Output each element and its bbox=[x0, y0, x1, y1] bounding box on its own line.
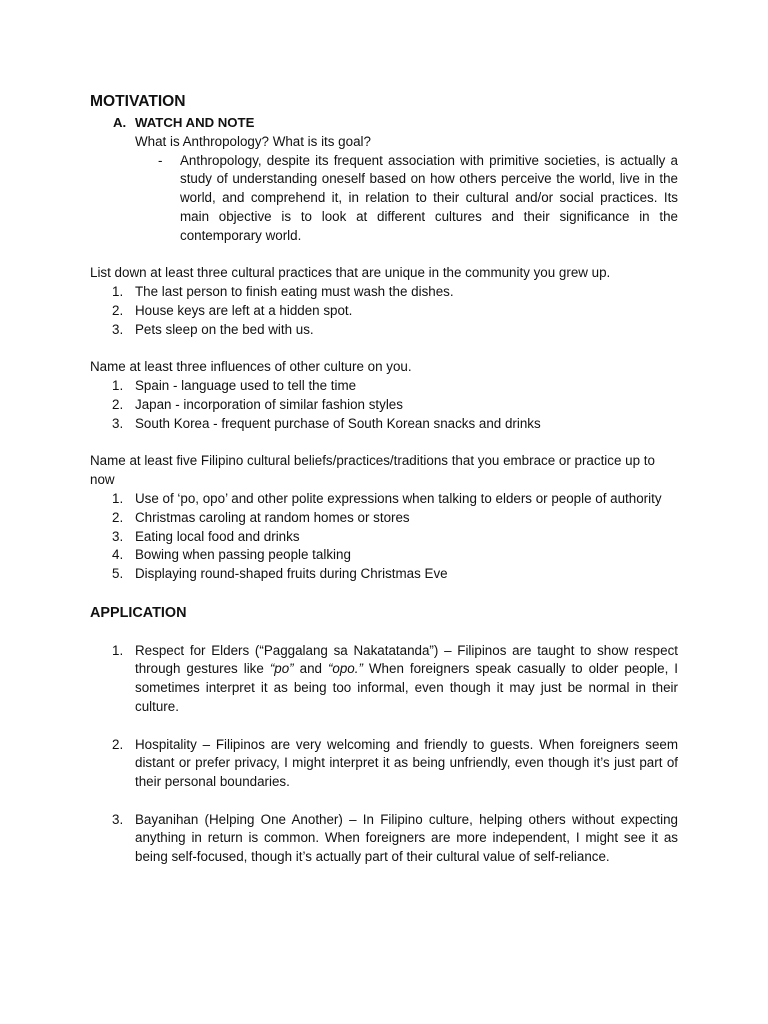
anthropology-answer bbox=[158, 152, 678, 246]
list-item bbox=[112, 565, 678, 584]
list-item bbox=[112, 321, 678, 340]
item-text: The last person to finish eating must wash the dishes. bbox=[135, 284, 454, 300]
item-number: 2. bbox=[112, 736, 124, 752]
item-text: Bowing when passing people talking bbox=[135, 547, 351, 563]
item-number: 1. bbox=[112, 642, 124, 658]
item-number: 4. bbox=[112, 547, 124, 563]
po-emphasis: “po” bbox=[269, 661, 294, 677]
motivation-heading: MOTIVATION bbox=[90, 93, 186, 110]
item-number: 1. bbox=[112, 490, 124, 506]
item-number: 2. bbox=[112, 302, 124, 318]
list-item bbox=[112, 528, 678, 547]
dash-bullet: - bbox=[158, 152, 163, 168]
item-text: House keys are left at a hidden spot. bbox=[135, 302, 353, 318]
item-text: Respect for Elders (“Paggalang sa Nakatatanda”) – Filipinos are taught to show respect through gestures like “po” and “opo.” When foreigners speak casually to older people, I sometimes interpret it as being too informal, even though it may just be normal in their culture. bbox=[135, 642, 678, 714]
influences-prompt: Name at least three influences of other culture on you. bbox=[90, 359, 412, 375]
item-text: Displaying round-shaped fruits during Christmas Eve bbox=[135, 566, 448, 582]
item-number: 1. bbox=[112, 378, 124, 394]
list-item bbox=[112, 302, 678, 321]
list-item bbox=[112, 396, 678, 415]
item-text: Hospitality – Filipinos are very welcoming and friendly to guests. When foreigners seem distant or prefer privacy, I might interpret it as being unfriendly, even though it’s just part of their personal boundaries. bbox=[135, 736, 678, 790]
item-text: Eating local food and drinks bbox=[135, 528, 300, 544]
item-number: 3. bbox=[112, 321, 124, 337]
list-item bbox=[112, 736, 678, 792]
list-item bbox=[112, 642, 678, 717]
practices-list bbox=[90, 283, 678, 339]
item-text: Use of ‘po, opo’ and other polite expressions when talking to elders or people of authority bbox=[135, 490, 662, 506]
list-item bbox=[112, 811, 678, 867]
anthropology-question: What is Anthropology? What is its goal? bbox=[135, 133, 371, 149]
subsection-marker: A. bbox=[113, 115, 127, 130]
item-text: South Korea - frequent purchase of South Korean snacks and drinks bbox=[135, 415, 541, 431]
item-number: 2. bbox=[112, 396, 124, 412]
list-item bbox=[112, 509, 678, 528]
opo-emphasis: “opo.” bbox=[327, 661, 363, 677]
document-page bbox=[90, 92, 678, 886]
watch-and-note-subheading bbox=[113, 114, 678, 133]
practices-prompt: List down at least three cultural practices that are unique in the community you grew up. bbox=[90, 265, 611, 281]
item-number: 2. bbox=[112, 509, 124, 525]
list-item bbox=[112, 377, 678, 396]
item-number: 3. bbox=[112, 528, 124, 544]
influences-list bbox=[90, 377, 678, 433]
list-item bbox=[112, 490, 678, 509]
filipino-traditions-prompt: Name at least five Filipino cultural beliefs/practices/traditions that you embrace or practice up to now bbox=[90, 453, 655, 488]
item-text: Bayanihan (Helping One Another) – In Filipino culture, helping others without expecting anything in return is common. When foreigners are more independent, I might see it as being self-focused, though it’s actually part of their cultural value of self-reliance. bbox=[135, 811, 678, 865]
item-text: Japan - incorporation of similar fashion styles bbox=[135, 396, 403, 412]
item-text: Spain - language used to tell the time bbox=[135, 378, 357, 394]
item-text: Pets sleep on the bed with us. bbox=[135, 321, 314, 337]
application-heading: APPLICATION bbox=[90, 604, 187, 621]
list-item bbox=[112, 415, 678, 434]
application-list bbox=[90, 642, 678, 868]
item-number: 1. bbox=[112, 284, 124, 300]
item-number: 3. bbox=[112, 811, 124, 827]
filipino-traditions-list bbox=[90, 490, 678, 584]
item-text: Christmas caroling at random homes or stores bbox=[135, 509, 410, 525]
list-item bbox=[112, 283, 678, 302]
list-item bbox=[112, 546, 678, 565]
item-number: 3. bbox=[112, 415, 124, 431]
subsection-title: WATCH AND NOTE bbox=[135, 115, 255, 130]
item-number: 5. bbox=[112, 566, 124, 582]
answer-text: Anthropology, despite its frequent association with primitive societies, is actually a study of understanding oneself based on how others perceive the world, live in the world, and comprehend it, in relation to their cultural and/or social practices. Its main objective is to look at different cultures and their significance in the contemporary world. bbox=[180, 152, 678, 243]
